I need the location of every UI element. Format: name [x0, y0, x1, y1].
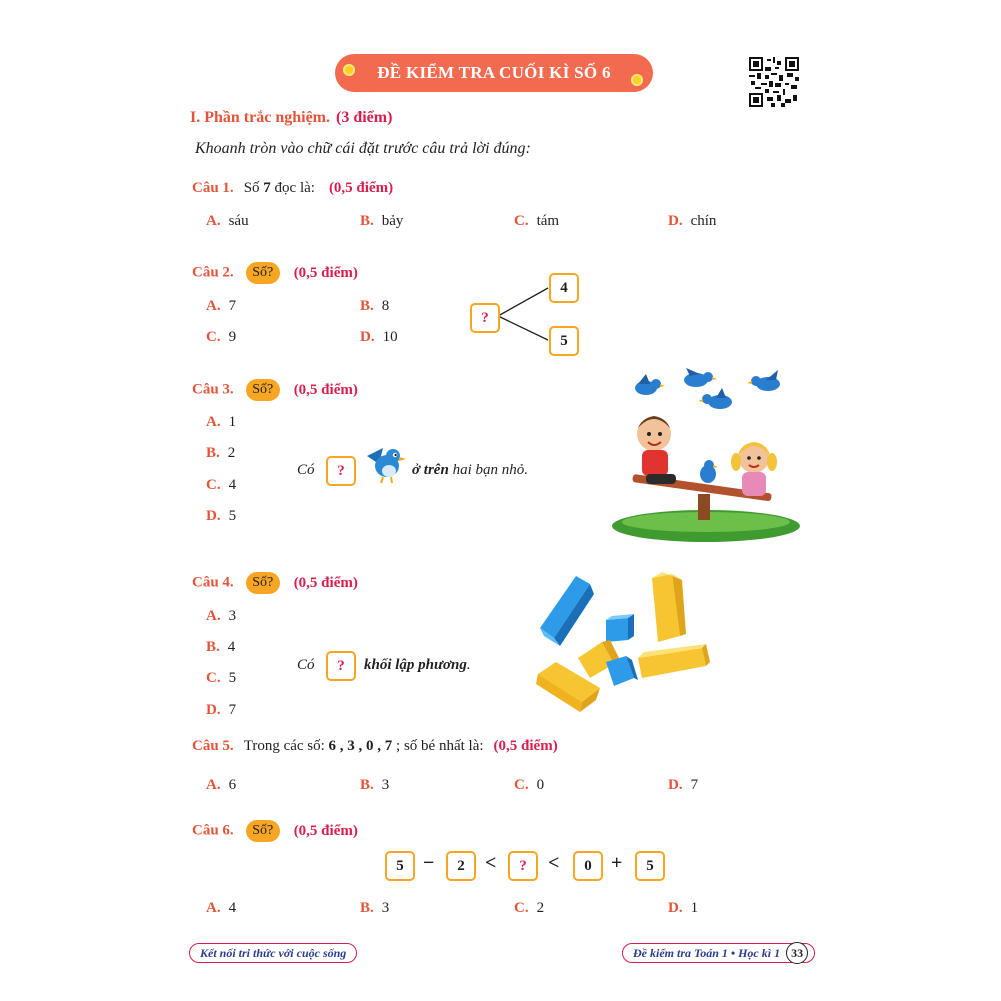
so-badge: Số?: [246, 379, 280, 401]
expr-box-a: 5: [385, 851, 415, 881]
sentence-prefix: Có: [297, 657, 315, 673]
question-numbers: 6 , 3 , 0 , 7: [328, 738, 393, 754]
tree-unknown-box: ?: [470, 303, 500, 333]
footer-book-title: Đề kiểm tra Toán 1 • Học kì 1: [633, 946, 781, 960]
tree-bottom-box: 5: [549, 326, 579, 356]
option-letter: D.: [206, 702, 221, 718]
option-value: 4: [227, 639, 236, 655]
so-badge: Số?: [246, 572, 280, 594]
question-text: [244, 738, 484, 754]
option-letter: D.: [360, 329, 375, 345]
question-text-part: Số: [243, 180, 260, 196]
section-title: [190, 109, 392, 127]
option-d[interactable]: [668, 777, 698, 794]
option-value: tám: [536, 213, 560, 229]
instruction: Khoanh tròn vào chữ cái đặt trước câu trả lời đúng:: [195, 140, 531, 157]
question-3: [192, 379, 358, 401]
option-value: 2: [227, 445, 236, 461]
tree-top-box: 4: [549, 273, 579, 303]
option-letter: C.: [514, 777, 529, 793]
option-b[interactable]: [360, 900, 389, 917]
expr-unknown-box: ?: [508, 851, 538, 881]
sentence-text: [412, 462, 528, 479]
option-value: 2: [536, 900, 545, 916]
option-letter: D.: [668, 213, 683, 229]
option-letter: C.: [206, 670, 221, 686]
option-letter: A.: [206, 414, 221, 430]
option-c[interactable]: [514, 900, 544, 917]
option-value: 4: [228, 477, 237, 493]
question-points: (0,5 điểm): [293, 822, 358, 839]
option-b[interactable]: [206, 639, 235, 656]
option-letter: B.: [360, 900, 374, 916]
option-a[interactable]: [206, 900, 236, 917]
question-label: Câu 3.: [192, 381, 234, 398]
question-points: (0,5 điểm): [293, 264, 358, 281]
option-c[interactable]: [514, 213, 559, 230]
option-c[interactable]: [206, 670, 236, 687]
option-value: 7: [690, 777, 699, 793]
birds-group: [635, 368, 780, 409]
question-number: 7: [263, 180, 271, 196]
option-value: 0: [536, 777, 545, 793]
flower-icon: [343, 64, 355, 76]
sentence-suffix: .: [466, 657, 471, 673]
option-value: 3: [381, 777, 390, 793]
option-value: 1: [228, 414, 237, 430]
footer-series: Kết nối tri thức với cuộc sống: [189, 943, 357, 963]
option-value: 5: [228, 670, 237, 686]
option-letter: A.: [206, 213, 221, 229]
question-text-part: Trong các số:: [243, 738, 325, 754]
option-letter: A.: [206, 777, 221, 793]
expr-box-c: 0: [573, 851, 603, 881]
expr-box-b: 2: [446, 851, 476, 881]
option-a[interactable]: [206, 298, 236, 315]
option-d[interactable]: [206, 508, 236, 525]
sentence-prefix: Có: [297, 462, 315, 478]
option-d[interactable]: [668, 213, 716, 230]
option-c[interactable]: [206, 477, 236, 494]
question-1: [192, 179, 393, 197]
option-letter: B.: [360, 298, 374, 314]
blue-cube: [606, 614, 634, 642]
question-points: (0,5 điểm): [328, 180, 394, 196]
question-label: Câu 4.: [192, 574, 234, 591]
less-than-sign: <: [485, 852, 497, 874]
page-number: 33: [786, 942, 808, 964]
option-letter: C.: [206, 477, 221, 493]
minus-sign: −: [423, 852, 435, 874]
question-points: (0,5 điểm): [293, 574, 358, 591]
less-than-sign: <: [548, 852, 560, 874]
question-points: (0,5 điểm): [493, 738, 558, 754]
question-text: [244, 180, 315, 196]
qr-code-icon: [749, 57, 799, 107]
question-5: [192, 737, 558, 755]
sentence-text: [364, 657, 471, 674]
sentence-suffix: hai bạn nhỏ.: [452, 462, 528, 478]
option-a[interactable]: [206, 414, 236, 431]
option-value: 9: [228, 329, 237, 345]
footer-book-info: [622, 943, 815, 963]
page-title: ĐỀ KIỂM TRA CUỐI KÌ SỐ 6: [377, 63, 611, 82]
question-6: [192, 820, 358, 842]
so-badge: Số?: [246, 820, 280, 842]
question-4: [192, 572, 358, 594]
option-letter: B.: [360, 213, 374, 229]
unknown-box: ?: [326, 651, 356, 681]
option-value: 10: [382, 329, 398, 345]
option-b[interactable]: [206, 445, 235, 462]
yellow-long-prism: [638, 644, 710, 678]
question-text-part: ; số bé nhất là:: [396, 738, 484, 754]
option-letter: C.: [206, 329, 221, 345]
blocks-illustration: [530, 570, 714, 724]
so-badge: Số?: [246, 262, 280, 284]
option-b[interactable]: [360, 298, 389, 315]
option-d[interactable]: [206, 702, 236, 719]
flower-icon: [631, 74, 643, 86]
option-a[interactable]: [206, 777, 236, 794]
option-value: 8: [381, 298, 390, 314]
plus-sign: +: [611, 852, 623, 874]
question-label: Câu 1.: [192, 180, 234, 196]
option-value: 4: [228, 900, 237, 916]
option-value: 7: [228, 702, 237, 718]
option-a[interactable]: [206, 213, 249, 230]
option-value: 3: [228, 608, 237, 624]
bird-icon: [363, 442, 407, 484]
sentence-bold: khối lập phương: [364, 657, 467, 673]
option-letter: B.: [206, 445, 220, 461]
option-value: 7: [228, 298, 237, 314]
question-label: Câu 6.: [192, 822, 234, 839]
option-value: 5: [228, 508, 237, 524]
question-text-part: đọc là:: [274, 180, 315, 196]
option-value: 1: [690, 900, 699, 916]
option-value: 3: [381, 900, 390, 916]
option-letter: C.: [514, 213, 529, 229]
option-b[interactable]: [360, 777, 389, 794]
option-d[interactable]: [668, 900, 698, 917]
option-letter: B.: [360, 777, 374, 793]
blue-prism: [540, 576, 594, 646]
option-a[interactable]: [206, 608, 236, 625]
page-title-banner: [335, 54, 653, 92]
option-letter: B.: [206, 639, 220, 655]
option-b[interactable]: [360, 213, 403, 230]
option-c[interactable]: [206, 329, 236, 346]
section-points: (3 điểm): [336, 109, 393, 126]
sentence-bold: ở trên: [412, 462, 449, 478]
expr-box-d: 5: [635, 851, 665, 881]
option-letter: A.: [206, 608, 221, 624]
option-letter: D.: [668, 900, 683, 916]
option-value: bảy: [381, 213, 404, 229]
option-value: 6: [228, 777, 237, 793]
section-label: I. Phần trắc nghiệm.: [190, 109, 330, 126]
option-value: chín: [690, 213, 717, 229]
option-c[interactable]: [514, 777, 544, 794]
question-label: Câu 5.: [192, 738, 234, 754]
option-letter: A.: [206, 298, 221, 314]
unknown-box: ?: [326, 456, 356, 486]
option-letter: D.: [206, 508, 221, 524]
option-d[interactable]: [360, 329, 398, 346]
yellow-prism: [652, 572, 686, 642]
option-letter: D.: [668, 777, 683, 793]
question-2: [192, 262, 358, 284]
option-letter: A.: [206, 900, 221, 916]
question-label: Câu 2.: [192, 264, 234, 281]
option-letter: C.: [514, 900, 529, 916]
seesaw-children-illustration: [608, 366, 804, 546]
question-points: (0,5 điểm): [293, 381, 358, 398]
option-value: sáu: [228, 213, 249, 229]
